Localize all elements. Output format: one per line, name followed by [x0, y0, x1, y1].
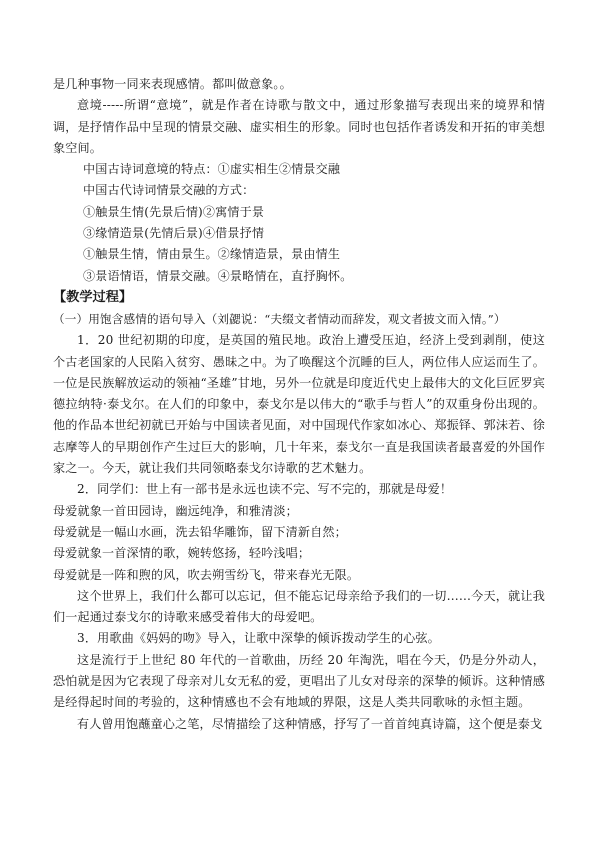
paragraph-mother-love: 这个世界上，我们什么都可以忘记，但不能忘记母亲给予我们的一切……今天，就让我们一起通过泰戈尔的诗歌来感受着伟大的母爱吧。 — [53, 588, 545, 625]
poem-line-1: 母爱就象一首田园诗，幽远纯净，和雅清淡； — [53, 503, 298, 518]
paragraph-intro-method-title: （一）用饱含感情的语句导入（刘勰说：“夫缀文者情动而辞发，观文者披文而入情。”） — [53, 311, 506, 326]
paragraph-tagore-lead: 有人曾用饱蘸童心之笔，尽情描绘了这种情感，抒写了一首首纯真诗篇，这个便是泰戈 — [77, 716, 543, 731]
paragraph-intro-3: 3．用歌曲《妈妈的吻》导入，让歌中深挚的倾诉拨动学生的心弦。 — [77, 631, 440, 646]
paragraph-intro-2: 2．同学们：世上有一部书是永远也读不完、写不完的，那就是母爱！ — [77, 482, 453, 497]
list-item-explain-3-4: ③景语情语，情景交融。④景略情在，直抒胸怀。 — [83, 268, 353, 283]
paragraph-yijing-features: 中国古诗词意境的特点：①虚实相生②情景交融 — [83, 162, 341, 177]
paragraph-fusion-methods-title: 中国古代诗词情景交融的方式： — [83, 183, 255, 198]
poem-line-3: 母爱就象一首深情的歌，婉转悠扬，轻吟浅唱； — [53, 546, 311, 561]
paragraph-intro-1: 1．20 世纪初期的印度，是英国的殖民地。政治上遭受压迫，经济上受到剥削，使这个古老国家的人民陷入贫穷、愚昧之中。为了唤醒这个沉睡的巨人，两位伟人应运而生了。一位是民族解放运动的领袖“圣雄”甘地，另外一位就是印度近代史上最伟大的文化巨匠罗宾德拉纳特·泰戈尔。在人们的印象中，泰戈尔是以伟大的“歌手与哲人”的双重身份出现的。他的作品本世纪初就已开始与中国读者见面，对中国现代作家如冰心、郑振铎、郭沫若、徐志摩等人的早期创作产生过巨大的影响，几十年来，泰戈尔一直是我国读者最喜爱的外国作家之一。今天，就让我们共同领略泰戈尔诗歌的艺术魅力。 — [53, 333, 545, 476]
section-heading-teaching-process: 【教学过程】 — [53, 289, 133, 305]
poem-line-2: 母爱就是一幅山水画，洗去铅华雕饰，留下清新自然； — [53, 524, 347, 539]
list-item-method-3-4: ③缘情造景(先情后景)④借景抒情 — [83, 226, 265, 241]
poem-line-4: 母爱就是一阵和煦的风，吹去朔雪纷飞，带来春光无限。 — [53, 567, 360, 582]
paragraph-yijing-definition: 意境-----所谓“意境”，就是作者在诗歌与散文中，通过形象描写表现出来的境界和情调，是抒情作品中呈现的情景交融、虚实相生的形象。同时也包括作者诱发和开拓的审美想象空间。 — [53, 98, 545, 155]
paragraph-song-description: 这是流行于上世纪 80 年代的一首歌曲，历经 20 年淘洗，唱在今天，仍是分外动人，恐怕就是因为它表现了母亲对儿女无私的爱，更唱出了儿女对母亲的深挚的倾诉。这种情感是经得起时间的考验的，这种情感也不会有地域的界限，这是人类共同歌咏的永恒主题。 — [53, 652, 545, 710]
document-page — [53, 74, 545, 735]
list-item-explain-1-2: ①触景生情，情由景生。②缘情造景，景由情生 — [83, 247, 341, 262]
paragraph-intro-continued: 是几种事物一同来表现感情。都叫做意象。。 — [53, 77, 292, 91]
list-item-method-1-2: ①触景生情(先景后情)②寓情于景 — [83, 204, 265, 219]
